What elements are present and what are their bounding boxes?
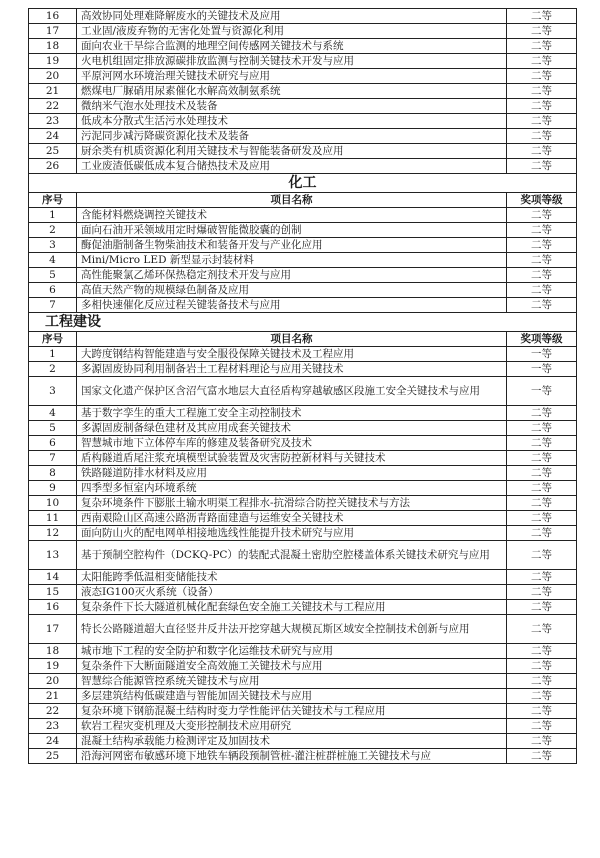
- row-number: 1: [29, 347, 77, 362]
- row-number: 6: [29, 283, 77, 298]
- table-row: [29, 659, 577, 674]
- award-level: 二等: [507, 129, 577, 144]
- project-title: 软岩工程灾变机理及大变形控制技术应用研究: [77, 719, 507, 734]
- table-row: [29, 436, 577, 451]
- row-number: 7: [29, 298, 77, 313]
- row-number: 3: [29, 377, 77, 406]
- award-level: 二等: [507, 99, 577, 114]
- award-level: 一等: [507, 347, 577, 362]
- award-level: 二等: [507, 436, 577, 451]
- row-number: 12: [29, 526, 77, 541]
- project-title: 混凝土结构承载能力检测评定及加固技术: [77, 734, 507, 749]
- header-title: 项目名称: [77, 332, 507, 347]
- award-level: 二等: [507, 689, 577, 704]
- table-row: [29, 644, 577, 659]
- table-row: [29, 585, 577, 600]
- table-row: [29, 238, 577, 253]
- project-title: 工业废渣低碳低成本复合储热技术及应用: [77, 159, 507, 174]
- project-title: 沿海河网密布敏感环境下地铁车辆段预制管桩-灌注桩群桩施工关键技术与应: [77, 749, 507, 764]
- award-level: 二等: [507, 253, 577, 268]
- project-title: 工业固/液废弃物的无害化处置与资源化利用: [77, 24, 507, 39]
- award-level: 二等: [507, 9, 577, 24]
- row-number: 21: [29, 84, 77, 99]
- row-number: 5: [29, 421, 77, 436]
- row-number: 17: [29, 24, 77, 39]
- project-title: 国家文化遗产保护区含沼气富水地层大直径盾构穿越敏感区段施工安全关键技术与应用: [77, 377, 507, 406]
- row-number: 22: [29, 704, 77, 719]
- project-title: 含能材料燃烧调控关键技术: [77, 208, 507, 223]
- table-row: [29, 511, 577, 526]
- row-number: 1: [29, 208, 77, 223]
- award-level: 二等: [507, 734, 577, 749]
- award-level: 二等: [507, 704, 577, 719]
- award-level: 二等: [507, 749, 577, 764]
- row-number: 19: [29, 54, 77, 69]
- award-level: 二等: [507, 84, 577, 99]
- project-title: 多层建筑结构低碳建造与智能加固关键技术与应用: [77, 689, 507, 704]
- row-number: 21: [29, 689, 77, 704]
- section-title-engineering: 工程建设: [29, 313, 577, 332]
- project-title: 多源固废协同利用制备岩土工程材料理论与应用关键技术: [77, 362, 507, 377]
- project-title: 多源固废制备绿色建材及其应用成套关键技术: [77, 421, 507, 436]
- row-number: 11: [29, 511, 77, 526]
- row-number: 2: [29, 223, 77, 238]
- table-row: [29, 541, 577, 570]
- project-title: 微纳米气泡水处理技术及装备: [77, 99, 507, 114]
- table-row: [29, 600, 577, 615]
- chem-section: [29, 174, 577, 208]
- award-level: 二等: [507, 451, 577, 466]
- table-row: [29, 268, 577, 283]
- table-row: [29, 159, 577, 174]
- document-page: [28, 8, 576, 764]
- table-row: [29, 377, 577, 406]
- row-number: 22: [29, 99, 77, 114]
- table-row: [29, 99, 577, 114]
- row-number: 20: [29, 69, 77, 84]
- table-row: [29, 283, 577, 298]
- row-number: 18: [29, 644, 77, 659]
- table-row: [29, 451, 577, 466]
- env-section-rows: [29, 9, 577, 174]
- project-title: 复杂环境条件下膨胀土输水明渠工程排水-抗滑综合防控关键技术与方法: [77, 496, 507, 511]
- award-level: 二等: [507, 24, 577, 39]
- table-row: [29, 253, 577, 268]
- section-title-row: [29, 174, 577, 193]
- section-title-row: [29, 313, 577, 332]
- row-number: 5: [29, 268, 77, 283]
- table-row: [29, 129, 577, 144]
- award-level: 二等: [507, 615, 577, 644]
- row-number: 20: [29, 674, 77, 689]
- table-row: [29, 421, 577, 436]
- project-title: 面向农业干旱综合监测的地理空间传感网关键技术与系统: [77, 39, 507, 54]
- award-level: 二等: [507, 526, 577, 541]
- award-level: 二等: [507, 659, 577, 674]
- row-number: 14: [29, 570, 77, 585]
- table-row: [29, 208, 577, 223]
- award-level: 二等: [507, 674, 577, 689]
- project-title: 铁路隧道防排水材料及应用: [77, 466, 507, 481]
- header-award: 奖项等级: [507, 193, 577, 208]
- project-title: 平原河网水环境治理关键技术研究与应用: [77, 69, 507, 84]
- row-number: 9: [29, 481, 77, 496]
- row-number: 2: [29, 362, 77, 377]
- project-title: 高性能聚氯乙烯环保热稳定剂技术开发与应用: [77, 268, 507, 283]
- header-award: 奖项等级: [507, 332, 577, 347]
- row-number: 19: [29, 659, 77, 674]
- project-title: 智慧城市地下立体停车库的修建及装备研究及技术: [77, 436, 507, 451]
- row-number: 15: [29, 585, 77, 600]
- table-row: [29, 526, 577, 541]
- row-number: 10: [29, 496, 77, 511]
- project-title: 复杂条件下长大隧道机械化配套绿色安全施工关键技术与工程应用: [77, 600, 507, 615]
- award-level: 二等: [507, 39, 577, 54]
- project-title: 污泥同步减污降碳资源化技术及装备: [77, 129, 507, 144]
- table-row: [29, 223, 577, 238]
- project-title: 基于数字孪生的重大工程施工安全主动控制技术: [77, 406, 507, 421]
- header-no: 序号: [29, 193, 77, 208]
- row-number: 24: [29, 129, 77, 144]
- award-level: 二等: [507, 54, 577, 69]
- row-number: 18: [29, 39, 77, 54]
- row-number: 7: [29, 451, 77, 466]
- table-row: [29, 362, 577, 377]
- row-number: 6: [29, 436, 77, 451]
- table-header-row: [29, 332, 577, 347]
- award-level: 二等: [507, 238, 577, 253]
- award-level: 二等: [507, 283, 577, 298]
- table-row: [29, 144, 577, 159]
- project-title: 复杂环境下钢筋混凝土结构时变力学性能评估关键技术与工程应用: [77, 704, 507, 719]
- table-row: [29, 114, 577, 129]
- project-title: 特长公路隧道超大直径竖井反井法开挖穿越大规模瓦斯区域安全控制技术创新与应用: [77, 615, 507, 644]
- award-level: 二等: [507, 406, 577, 421]
- award-level: 一等: [507, 362, 577, 377]
- award-level: 二等: [507, 159, 577, 174]
- eng-section-rows: [29, 347, 577, 764]
- award-level: 二等: [507, 570, 577, 585]
- project-title: 基于预制空腔构件（DCKQ-PC）的装配式混凝土密肋空腔楼盖体系关键技术研究与应用: [77, 541, 507, 570]
- project-title: 复杂条件下大断面隧道安全高效施工关键技术与应用: [77, 659, 507, 674]
- project-title: 面向石油开采领域用定时爆破智能微胶囊的创制: [77, 223, 507, 238]
- project-title: 酶促油脂制备生物柴油技术和装备开发与产业化应用: [77, 238, 507, 253]
- table-row: [29, 674, 577, 689]
- project-title: 燃煤电厂脲硝用尿素催化水解高效制氨系统: [77, 84, 507, 99]
- project-title: 高值天然产物的规模绿色制备及应用: [77, 283, 507, 298]
- row-number: 24: [29, 734, 77, 749]
- row-number: 16: [29, 600, 77, 615]
- table-row: [29, 54, 577, 69]
- award-level: 二等: [507, 421, 577, 436]
- award-level: 二等: [507, 496, 577, 511]
- award-level: 二等: [507, 223, 577, 238]
- row-number: 25: [29, 144, 77, 159]
- project-title: 智慧综合能源管控系统关键技术与应用: [77, 674, 507, 689]
- project-title: 四季型多恒室内环境系统: [77, 481, 507, 496]
- table-row: [29, 9, 577, 24]
- project-title: 厨余类有机质资源化利用关键技术与智能装备研发及应用: [77, 144, 507, 159]
- table-row: [29, 481, 577, 496]
- award-level: 二等: [507, 644, 577, 659]
- table-row: [29, 298, 577, 313]
- table-row: [29, 347, 577, 362]
- row-number: 4: [29, 406, 77, 421]
- row-number: 25: [29, 749, 77, 764]
- project-title: Mini/Micro LED 新型显示封装材料: [77, 253, 507, 268]
- award-level: 二等: [507, 208, 577, 223]
- row-number: 4: [29, 253, 77, 268]
- row-number: 8: [29, 466, 77, 481]
- award-table: [28, 8, 577, 764]
- award-level: 二等: [507, 511, 577, 526]
- table-row: [29, 466, 577, 481]
- row-number: 17: [29, 615, 77, 644]
- row-number: 23: [29, 719, 77, 734]
- table-row: [29, 749, 577, 764]
- award-level: 二等: [507, 600, 577, 615]
- table-row: [29, 689, 577, 704]
- row-number: 3: [29, 238, 77, 253]
- header-title: 项目名称: [77, 193, 507, 208]
- award-level: 二等: [507, 481, 577, 496]
- table-row: [29, 24, 577, 39]
- table-row: [29, 496, 577, 511]
- award-level: 二等: [507, 144, 577, 159]
- project-title: 火电机组固定排放源碳排放监测与控制关键技术开发与应用: [77, 54, 507, 69]
- project-title: 大跨度钢结构智能建造与安全服役保障关键技术及工程应用: [77, 347, 507, 362]
- award-level: 二等: [507, 298, 577, 313]
- award-level: 一等: [507, 377, 577, 406]
- award-level: 二等: [507, 585, 577, 600]
- award-level: 二等: [507, 114, 577, 129]
- eng-section: [29, 313, 577, 347]
- chem-section-rows: [29, 208, 577, 313]
- table-row: [29, 39, 577, 54]
- award-level: 二等: [507, 719, 577, 734]
- award-level: 二等: [507, 466, 577, 481]
- row-number: 23: [29, 114, 77, 129]
- project-title: 城市地下工程的安全防护和数字化运维技术研究与应用: [77, 644, 507, 659]
- project-title: 液态IG100灭火系统（设备）: [77, 585, 507, 600]
- section-title-chem: 化工: [29, 174, 577, 193]
- project-title: 高效协同处理难降解废水的关键技术及应用: [77, 9, 507, 24]
- table-row: [29, 615, 577, 644]
- table-row: [29, 406, 577, 421]
- award-level: 二等: [507, 69, 577, 84]
- award-level: 二等: [507, 268, 577, 283]
- row-number: 16: [29, 9, 77, 24]
- table-row: [29, 570, 577, 585]
- project-title: 盾构隧道盾尾注浆充填模型试验装置及灾害防控新材料与关键技术: [77, 451, 507, 466]
- table-row: [29, 704, 577, 719]
- row-number: 26: [29, 159, 77, 174]
- header-no: 序号: [29, 332, 77, 347]
- project-title: 太阳能跨季低温相变储能技术: [77, 570, 507, 585]
- project-title: 面向防山火的配电网单相接地选线性能提升技术研究与应用: [77, 526, 507, 541]
- award-level: 二等: [507, 541, 577, 570]
- project-title: 西南艰险山区高速公路沥青路面建造与运维安全关键技术: [77, 511, 507, 526]
- table-header-row: [29, 193, 577, 208]
- row-number: 13: [29, 541, 77, 570]
- project-title: 低成本分散式生活污水处理技术: [77, 114, 507, 129]
- project-title: 多相快速催化反应过程关键装备技术与应用: [77, 298, 507, 313]
- table-row: [29, 734, 577, 749]
- table-row: [29, 719, 577, 734]
- table-row: [29, 69, 577, 84]
- table-row: [29, 84, 577, 99]
